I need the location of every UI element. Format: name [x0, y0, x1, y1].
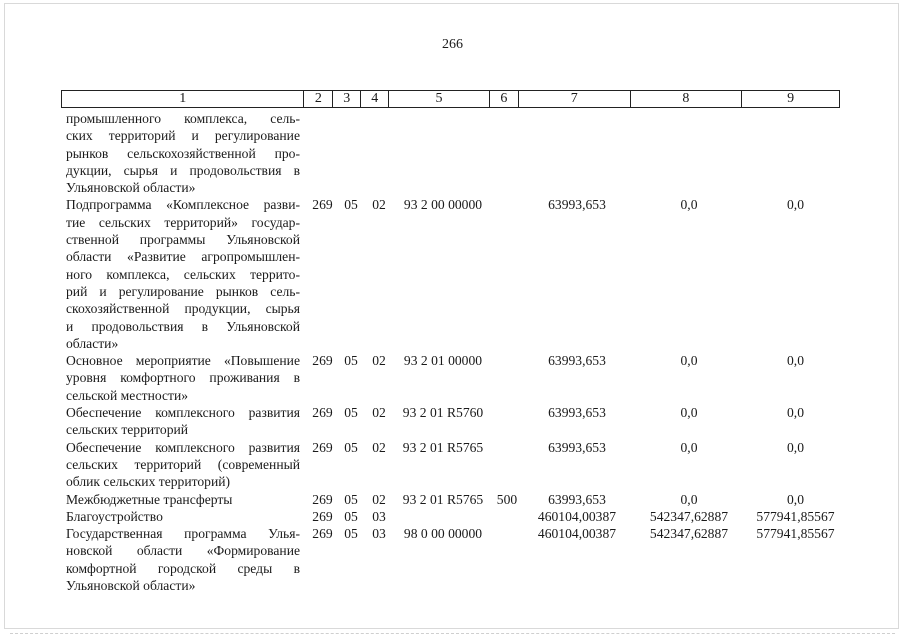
gl-code-cell: 269 — [312, 439, 333, 455]
row-name-cell — [66, 439, 300, 491]
page-bottom-rule — [10, 633, 895, 634]
row-name-line: сельской местности» — [66, 387, 189, 403]
header-col-5: 5 — [389, 91, 490, 107]
amount-col9-cell: 577941,85567 — [756, 526, 835, 542]
subsection-cell: 03 — [372, 526, 386, 542]
row-name-line: сельских территорий (современный — [66, 456, 300, 472]
header-col-2: 2 — [304, 91, 333, 107]
row-name-line: Основное мероприятие «Повышение — [66, 353, 300, 369]
section-cell: 05 — [344, 439, 358, 455]
row-name-cell — [66, 525, 300, 594]
amount-col9-cell: 0,0 — [787, 353, 804, 369]
row-name-cell — [66, 491, 300, 508]
section-cell: 05 — [344, 526, 358, 542]
amount-col7-cell: 460104,00387 — [537, 508, 617, 524]
table-row — [66, 439, 846, 491]
target-article-cell: 98 0 00 00000 — [403, 526, 483, 542]
table-row — [66, 196, 846, 352]
amount-col9-cell: 0,0 — [787, 405, 804, 421]
amount-col7-cell: 460104,00387 — [537, 526, 617, 542]
subsection-cell: 02 — [372, 197, 386, 213]
row-name-line: Подпрограмма «Комплексное разви- — [66, 197, 300, 213]
row-name-line: Государственная программа Улья- — [66, 526, 300, 542]
header-col-3: 3 — [333, 91, 361, 107]
section-cell: 05 — [344, 197, 358, 213]
target-article-cell: 93 2 01 R5765 — [402, 491, 484, 507]
row-name-line: новской области «Формирование — [66, 543, 300, 559]
amount-col8-cell: 542347,62887 — [649, 526, 729, 542]
table-row — [66, 525, 846, 594]
row-name-line: Обеспечение комплексного развития — [66, 405, 300, 421]
amount-col8-cell: 0,0 — [680, 491, 698, 507]
amount-col8-cell: 0,0 — [680, 197, 698, 213]
amount-col9-cell: 0,0 — [787, 439, 804, 455]
row-name-line: промышленного комплекса, сель- — [66, 111, 300, 126]
row-name-line: комфортной городской среды в — [66, 560, 300, 576]
header-col-7: 7 — [519, 91, 631, 107]
row-name-line: ских территорий и регулирование — [66, 128, 300, 144]
row-name-cell — [66, 352, 300, 404]
row-name-line: Обеспечение комплексного развития — [66, 439, 300, 455]
subsection-cell: 03 — [372, 508, 386, 524]
gl-code-cell: 269 — [312, 197, 333, 213]
amount-col9-cell: 0,0 — [787, 197, 804, 213]
row-name-line: рынков сельскохозяйственной про- — [66, 145, 300, 161]
gl-code-cell: 269 — [312, 508, 333, 524]
subsection-cell: 02 — [372, 405, 386, 421]
row-name-line: Межбюджетные трансферты — [66, 491, 233, 507]
table-body — [66, 110, 846, 594]
subsection-cell: 02 — [372, 491, 386, 507]
row-name-line: Ульяновской области» — [66, 180, 196, 196]
section-cell: 05 — [344, 353, 358, 369]
header-col-4: 4 — [361, 91, 389, 107]
table-row — [66, 352, 846, 404]
table-row — [66, 508, 846, 525]
header-col-8: 8 — [631, 91, 743, 107]
target-article-cell: 93 2 01 00000 — [403, 353, 483, 369]
row-name-line: рий и регулирование рынков сель- — [66, 283, 300, 299]
amount-col7-cell: 63993,653 — [548, 439, 606, 455]
header-col-9: 9 — [787, 91, 795, 106]
row-name-line: скохозяйственной продукции, сырья — [66, 301, 300, 317]
subsection-cell: 02 — [372, 439, 386, 455]
subsection-cell: 02 — [372, 353, 386, 369]
row-name-line: области» — [66, 335, 119, 351]
row-name-line: облик сельских территорий) — [66, 474, 231, 490]
amount-col9-cell: 0,0 — [787, 491, 804, 507]
row-name-line: дукции, сырья и продовольствия в — [66, 162, 300, 178]
row-name-cell — [66, 404, 300, 439]
gl-code-cell: 269 — [312, 491, 333, 507]
amount-col9-cell: 577941,85567 — [756, 508, 835, 524]
amount-col8-cell: 0,0 — [680, 353, 698, 369]
target-article-cell: 93 2 01 R5760 — [402, 405, 484, 421]
target-article-cell: 93 2 00 00000 — [403, 197, 483, 213]
table-row — [66, 491, 846, 508]
target-article-cell: 93 2 01 R5765 — [402, 439, 484, 455]
row-name-cell — [66, 508, 300, 525]
expense-type-cell: 500 — [496, 491, 518, 507]
row-name-line: области «Развитие агропромышлен- — [66, 249, 300, 265]
row-name-line: ного комплекса, сельских террито- — [66, 266, 300, 282]
row-name-line: Благоустройство — [66, 508, 163, 524]
table-header — [61, 90, 840, 108]
amount-col8-cell: 542347,62887 — [649, 508, 729, 524]
amount-col7-cell: 63993,653 — [548, 197, 606, 213]
row-name-line: тие сельских территорий» государ- — [66, 214, 300, 230]
header-col-6: 6 — [490, 91, 519, 107]
amount-col7-cell: 63993,653 — [548, 491, 606, 507]
gl-code-cell: 269 — [312, 405, 333, 421]
section-cell: 05 — [344, 508, 358, 524]
row-name-cell — [66, 196, 300, 352]
row-name-line: Ульяновской области» — [66, 578, 196, 594]
page-number: 266 — [442, 37, 463, 52]
gl-code-cell: 269 — [312, 353, 333, 369]
section-cell: 05 — [344, 491, 358, 507]
table-row — [66, 404, 846, 439]
header-col-1: 1 — [62, 91, 304, 107]
amount-col8-cell: 0,0 — [680, 439, 698, 455]
amount-col7-cell: 63993,653 — [548, 353, 606, 369]
row-name-line: и продовольствия в Ульяновской — [66, 318, 300, 334]
row-name-line: сельских территорий — [66, 422, 189, 438]
amount-col8-cell: 0,0 — [680, 405, 698, 421]
row-name-cell — [66, 110, 300, 196]
row-name-line: уровня комфортного проживания в — [66, 370, 300, 386]
row-name-line: ственной программы Ульяновской — [66, 232, 300, 248]
amount-col7-cell: 63993,653 — [548, 405, 606, 421]
section-cell: 05 — [344, 405, 358, 421]
table-row — [66, 110, 846, 196]
gl-code-cell: 269 — [312, 526, 333, 542]
